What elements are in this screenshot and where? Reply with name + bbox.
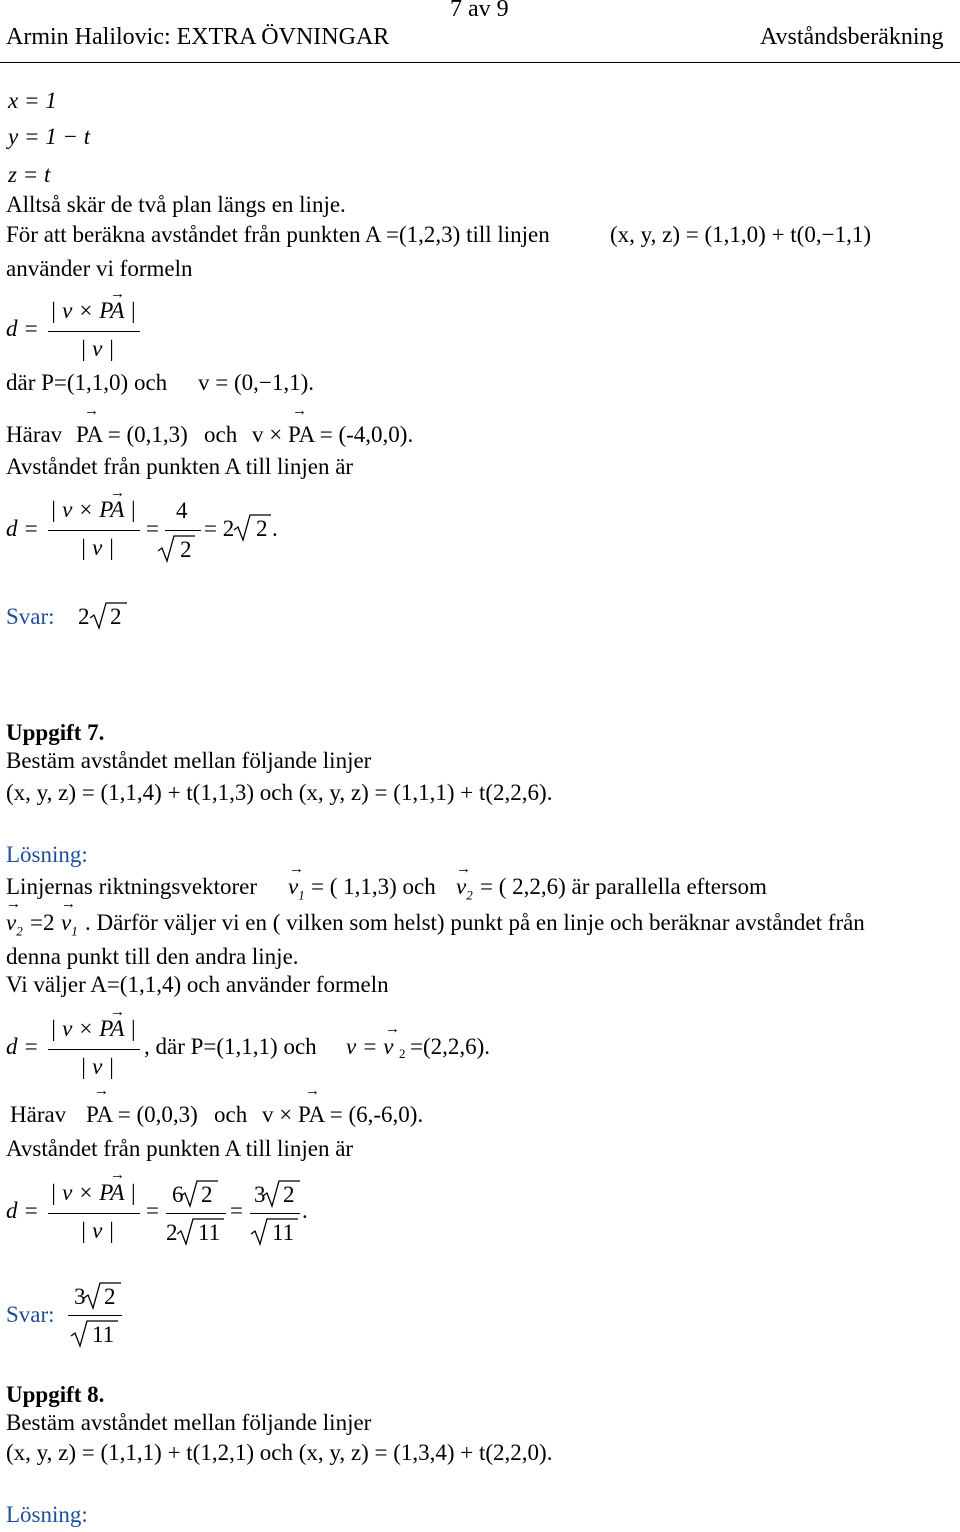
arrow-icon: → bbox=[110, 485, 125, 501]
answer-numerator: 3 bbox=[74, 1284, 86, 1309]
text-line: denna punkt till den andra linje. bbox=[6, 944, 299, 969]
answer-root: 2 bbox=[110, 604, 122, 629]
vector-pa: PA = (0,1,3) bbox=[76, 422, 188, 447]
fraction-numerator: 3 bbox=[254, 1182, 266, 1207]
answer-numerator-root: 2 bbox=[104, 1284, 116, 1309]
answer-label: Svar: bbox=[6, 1302, 55, 1327]
vector-v2: $v_2$ bbox=[456, 874, 473, 903]
task-title: Uppgift 8. bbox=[6, 1382, 105, 1407]
text-line: och bbox=[204, 422, 238, 447]
fraction-bar bbox=[250, 1213, 300, 1214]
formula-d: d = bbox=[6, 316, 39, 341]
formula-denominator: | v | bbox=[80, 336, 115, 361]
text-line: Avståndet från punkten A till linjen är bbox=[6, 454, 354, 479]
task-lines: (x, y, z) = (1,1,4) + t(1,1,3) och (x, y, z) = (1,1,1) + t(2,2,6). bbox=[6, 780, 553, 805]
period: . bbox=[302, 1198, 308, 1223]
vector-v2: $v_2$ bbox=[6, 910, 23, 939]
vector-value: =(2,2,6). bbox=[410, 1034, 491, 1059]
text-line: För att beräkna avståndet från punkten A =(1,2,3) till linjen bbox=[6, 222, 550, 247]
arrow-icon: → bbox=[94, 1083, 109, 1099]
arrow-icon: → bbox=[6, 896, 21, 912]
fraction-denominator-root: 11 bbox=[198, 1220, 221, 1245]
arrow-icon: → bbox=[110, 1167, 125, 1183]
fraction-bar bbox=[48, 1213, 140, 1214]
arrow-icon: → bbox=[385, 1021, 400, 1037]
result-root: 2 bbox=[256, 516, 268, 541]
sqrt-icon bbox=[83, 1281, 123, 1311]
formula-numerator: | v × PA | bbox=[50, 497, 137, 522]
page-number: 7 av 9 bbox=[450, 0, 509, 22]
cross-product: v × PA = (6,-6,0). bbox=[262, 1102, 424, 1127]
formula-numerator: | v × PA | bbox=[50, 298, 137, 323]
arrow-icon: → bbox=[84, 403, 99, 419]
arrow-icon: → bbox=[305, 1083, 320, 1099]
sqrt-icon bbox=[180, 1179, 220, 1209]
arrow-icon: → bbox=[289, 861, 304, 877]
fraction-numerator-root: 2 bbox=[201, 1182, 213, 1207]
text-line: . Därför väljer vi en ( vilken som helst) punkt på en linje och beräknar avståndet från bbox=[85, 910, 865, 935]
equals-sign: = bbox=[146, 516, 159, 541]
formula-numerator: | v × PA | bbox=[50, 1016, 137, 1041]
text-line: använder vi formeln bbox=[6, 256, 193, 281]
fraction-numerator-root: 2 bbox=[283, 1182, 295, 1207]
equals-sign: = bbox=[146, 1198, 159, 1223]
fraction-denominator: 2 bbox=[180, 537, 192, 562]
task-prompt: Bestäm avståndet mellan följande linjer bbox=[6, 1410, 372, 1435]
formula-d: d = bbox=[6, 516, 39, 541]
answer-denominator-root: 11 bbox=[92, 1322, 115, 1347]
fraction-bar bbox=[48, 530, 140, 531]
text-line: , där P=(1,1,1) och bbox=[144, 1034, 317, 1059]
text-line: Vi väljer A=(1,1,4) och använder formeln bbox=[6, 972, 389, 997]
text-line: Alltså skär de två plan längs en linje. bbox=[6, 192, 346, 217]
text-line: = ( 1,1,3) och bbox=[311, 874, 436, 899]
vector-v1: $v_1$ bbox=[61, 910, 78, 939]
equation-z: z = t bbox=[8, 162, 51, 187]
vector-pa: PA = (0,0,3) bbox=[86, 1102, 198, 1127]
formula-denominator: | v | bbox=[80, 1054, 115, 1079]
header-rule bbox=[0, 62, 960, 63]
formula-denominator: | v | bbox=[80, 535, 115, 560]
fraction-bar bbox=[165, 530, 201, 531]
subscript: 2 bbox=[399, 1046, 406, 1061]
equation: =2 bbox=[30, 910, 55, 935]
fraction-bar bbox=[166, 1213, 226, 1214]
task-lines: (x, y, z) = (1,1,1) + t(1,2,1) och (x, y, z) = (1,3,4) + t(2,2,0). bbox=[6, 1440, 553, 1465]
vector-v1: $v_1$ bbox=[288, 874, 305, 903]
fraction-bar bbox=[48, 331, 140, 332]
equation-x: x = 1 bbox=[8, 88, 57, 113]
arrow-icon: → bbox=[110, 1004, 125, 1020]
vector-v: v = (0,−1,1). bbox=[198, 370, 315, 395]
text-line: Härav bbox=[6, 422, 63, 447]
formula-d: d = bbox=[6, 1198, 39, 1223]
fraction-denominator: 2 bbox=[166, 1220, 178, 1245]
text-line: Härav bbox=[10, 1102, 67, 1127]
formula-d: d = bbox=[6, 1034, 39, 1059]
fraction-numerator: 6 bbox=[172, 1182, 184, 1207]
fraction-numerator: 4 bbox=[176, 498, 188, 523]
text-line: = ( 2,2,6) är parallella eftersom bbox=[480, 874, 767, 899]
result: = 2 bbox=[204, 516, 235, 541]
arrow-icon: → bbox=[456, 861, 471, 877]
formula-denominator: | v | bbox=[80, 1218, 115, 1243]
text-line: och bbox=[214, 1102, 248, 1127]
cross-product: v × PA = (-4,0,0). bbox=[252, 422, 414, 447]
equation-y: y = 1 − t bbox=[8, 124, 91, 149]
vector-equation: v = v bbox=[346, 1034, 394, 1059]
text-line: Linjernas riktningsvektorer bbox=[6, 874, 258, 899]
fraction-denominator-root: 11 bbox=[272, 1220, 295, 1245]
arrow-icon: → bbox=[61, 896, 76, 912]
answer-label: Svar: bbox=[6, 604, 55, 629]
solution-label: Lösning: bbox=[6, 1502, 88, 1527]
arrow-icon: → bbox=[110, 286, 125, 302]
equals-sign: = bbox=[230, 1198, 243, 1223]
formula-numerator: | v × PA | bbox=[50, 1180, 137, 1205]
sqrt-icon bbox=[89, 601, 129, 631]
arrow-icon: → bbox=[292, 403, 307, 419]
sqrt-icon bbox=[262, 1179, 302, 1209]
answer-coefficient: 2 bbox=[78, 604, 90, 629]
period: . bbox=[272, 516, 278, 541]
text-line: Avståndet från punkten A till linjen är bbox=[6, 1136, 354, 1161]
fraction-bar bbox=[68, 1315, 122, 1316]
header-topic: Avståndsberäkning bbox=[760, 24, 944, 50]
line-equation: (x, y, z) = (1,1,0) + t(0,−1,1) bbox=[610, 222, 871, 247]
solution-label: Lösning: bbox=[6, 842, 88, 867]
task-title: Uppgift 7. bbox=[6, 720, 105, 745]
task-prompt: Bestäm avståndet mellan följande linjer bbox=[6, 748, 372, 773]
text-line: där P=(1,1,0) och bbox=[6, 370, 168, 395]
fraction-bar bbox=[48, 1049, 140, 1050]
header-author: Armin Halilovic: EXTRA ÖVNINGAR bbox=[6, 24, 390, 50]
